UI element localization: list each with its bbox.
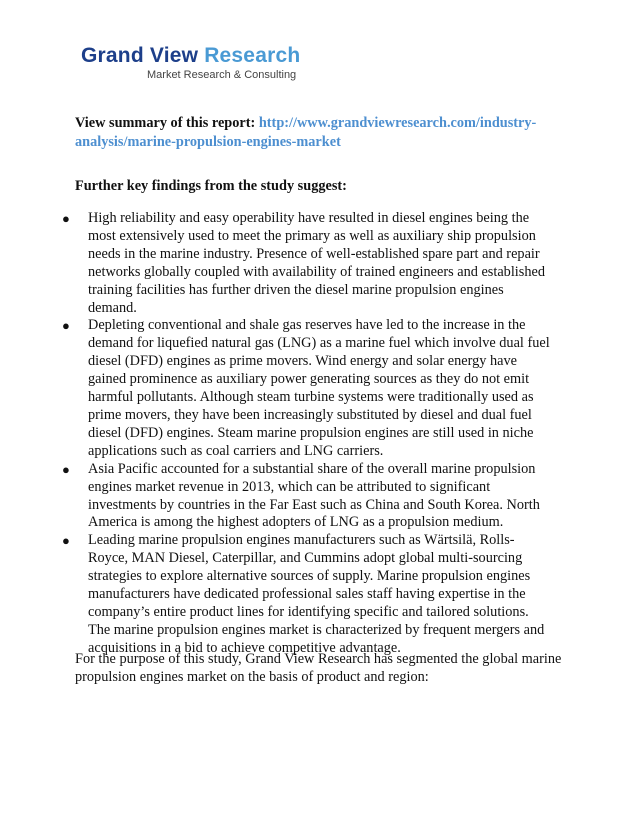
logo-brand-name [81,44,300,68]
logo-brand-part2: Research [204,44,301,67]
closing-paragraph: For the purpose of this study, Grand View Research has segmented the global marine propulsion engines market on the basis of product and region: [75,651,562,685]
findings-heading: Further key findings from the study suggest: [75,178,347,194]
findings-list [62,210,554,658]
finding-text: High reliability and easy operability have resulted in diesel engines being the most extensively used to meet the primary as well as auxiliary ship propulsion needs in the marine industry. Presence of well-established spare part and repair networks globally coupled with availability of trained engineers and established training facilities has further driven the diesel marine propulsion engines demand. [88,210,545,316]
summary-label: View summary of this report: [75,115,259,131]
list-item [62,532,554,657]
bullet-icon: ● [62,318,70,334]
logo-tagline: Market Research & Consulting [147,69,297,81]
list-item [62,210,554,317]
report-link-line1: http://www.grandviewresearch.com/industry- [258,115,537,131]
logo-brand-part1: Grand View [81,44,205,67]
bullet-icon: ● [62,533,70,549]
list-item [62,317,554,460]
finding-text: Asia Pacific accounted for a substantial share of the overall marine propulsion engines market revenue in 2013, which can be attributed to significant investments by countries in the Far East such as China and South Korea. North America is among the highest adopters of LNG as a propulsion medium. [88,460,540,531]
bullet-icon: ● [62,211,70,226]
finding-text: Depleting conventional and shale gas reserves have led to the increase in the demand for liquefied natural gas (LNG) as a marine fuel which involve dual fuel diesel (DFD) engines as prime movers. Wind energy and solar energy have gained prominence as auxiliary power generating sources as they do not emit harmful pollutants. Although steam turbine systems were traditionally used as prime movers, they have been increasingly substituted by diesel and dual fuel diesel (DFD) engines. Steam marine propulsion engines are still used in niche applications such as coal carriers and LNG carriers. [88,317,550,459]
list-item [62,461,554,533]
company-logo [81,44,300,81]
report-link-line2: analysis/marine-propulsion-engines-market [75,134,341,150]
report-summary [75,114,575,152]
finding-text: Leading marine propulsion engines manufacturers such as Wärtsilä, Rolls-Royce, MAN Diesel, Caterpillar, and Cummins adopt global multi-sourcing strategies to explore alternative sources of supply. Marine propulsion engines manufacturers have dedicated professional sales staff having expertise in the company’s entire product lines for identifying specific and tailored solutions. The marine propulsion engines market is characterized by frequent mergers and acquisitions in a bid to achieve competitive advantage. [88,532,545,656]
bullet-icon: ● [62,461,70,477]
